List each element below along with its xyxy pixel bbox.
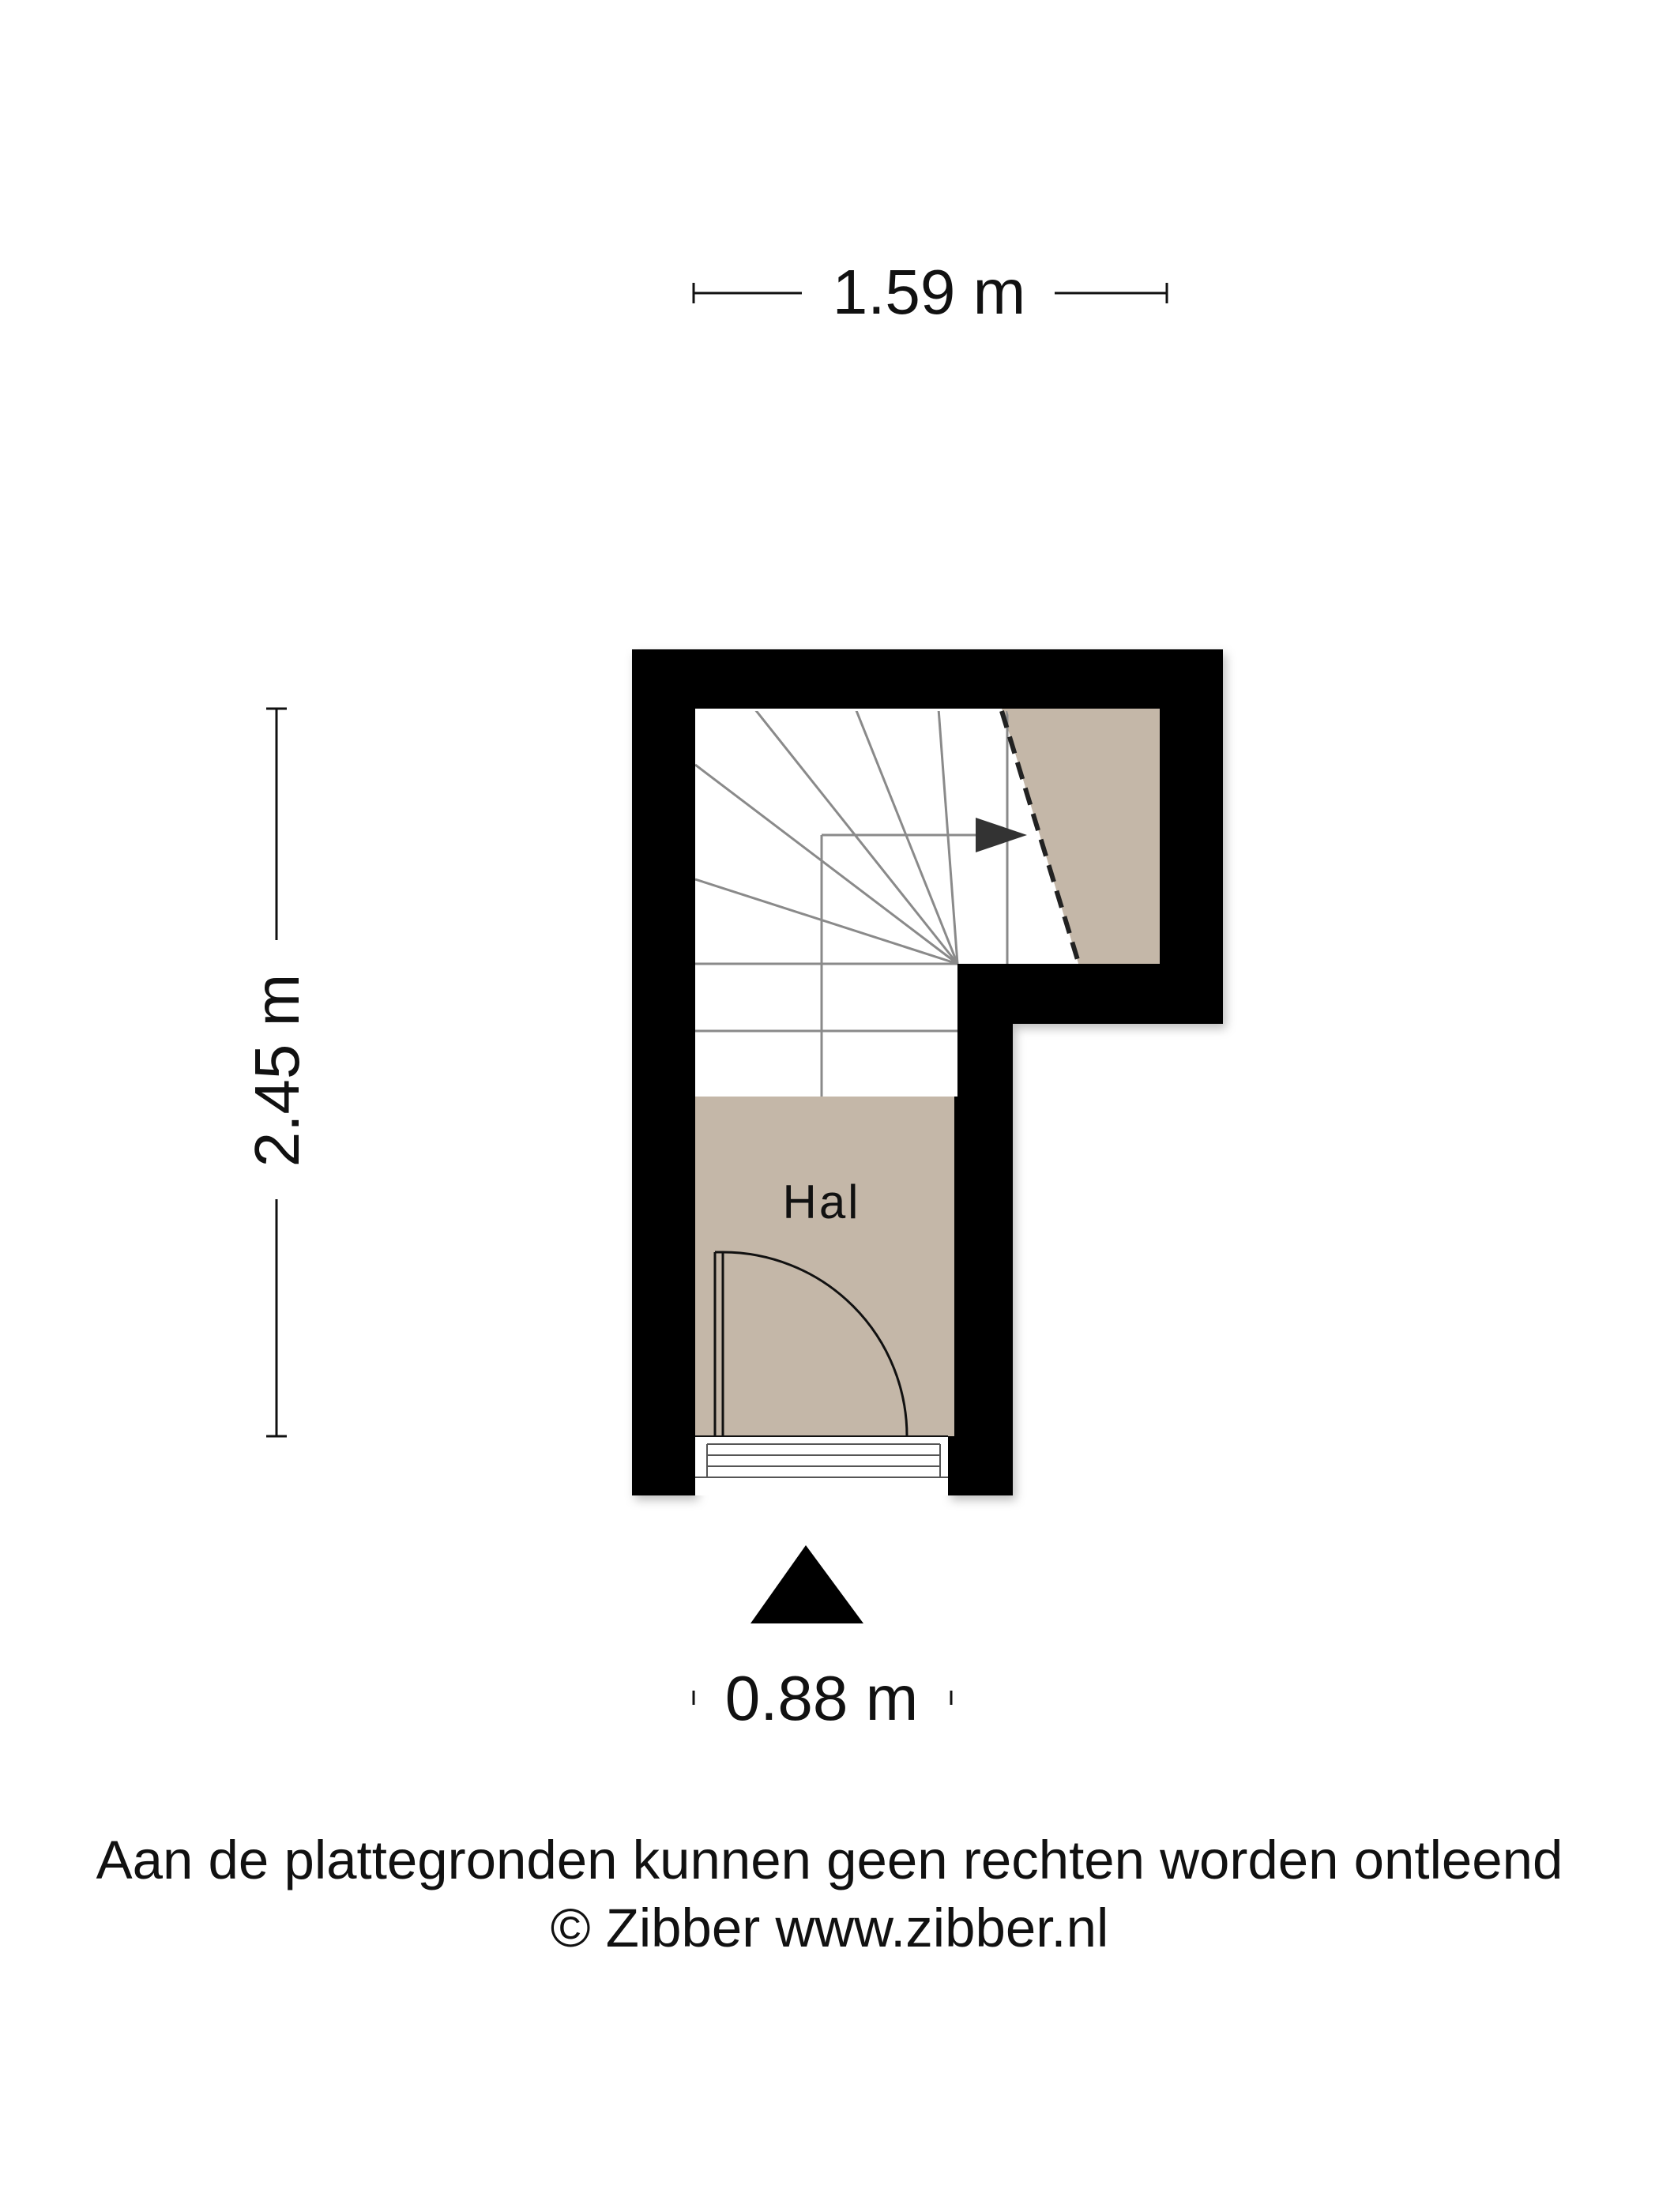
copyright-text: © Zibber www.zibber.nl xyxy=(550,1898,1109,1958)
dimension-top-label: 1.59 m xyxy=(832,257,1026,327)
disclaimer-text: Aan de plattegronden kunnen geen rechten worden ontleend xyxy=(96,1830,1563,1890)
door-threshold xyxy=(695,1436,948,1495)
room-label-hal: Hal xyxy=(782,1176,861,1228)
dimension-left xyxy=(242,709,312,1436)
hall-floor xyxy=(695,1097,954,1436)
entrance-arrow-icon xyxy=(750,1545,863,1623)
dimension-bottom-label: 0.88 m xyxy=(724,1663,919,1733)
dimension-left-label: 2.45 m xyxy=(242,973,312,1168)
dimension-bottom xyxy=(694,1663,951,1733)
dimension-top xyxy=(694,257,1167,327)
staircase xyxy=(695,709,1078,1097)
